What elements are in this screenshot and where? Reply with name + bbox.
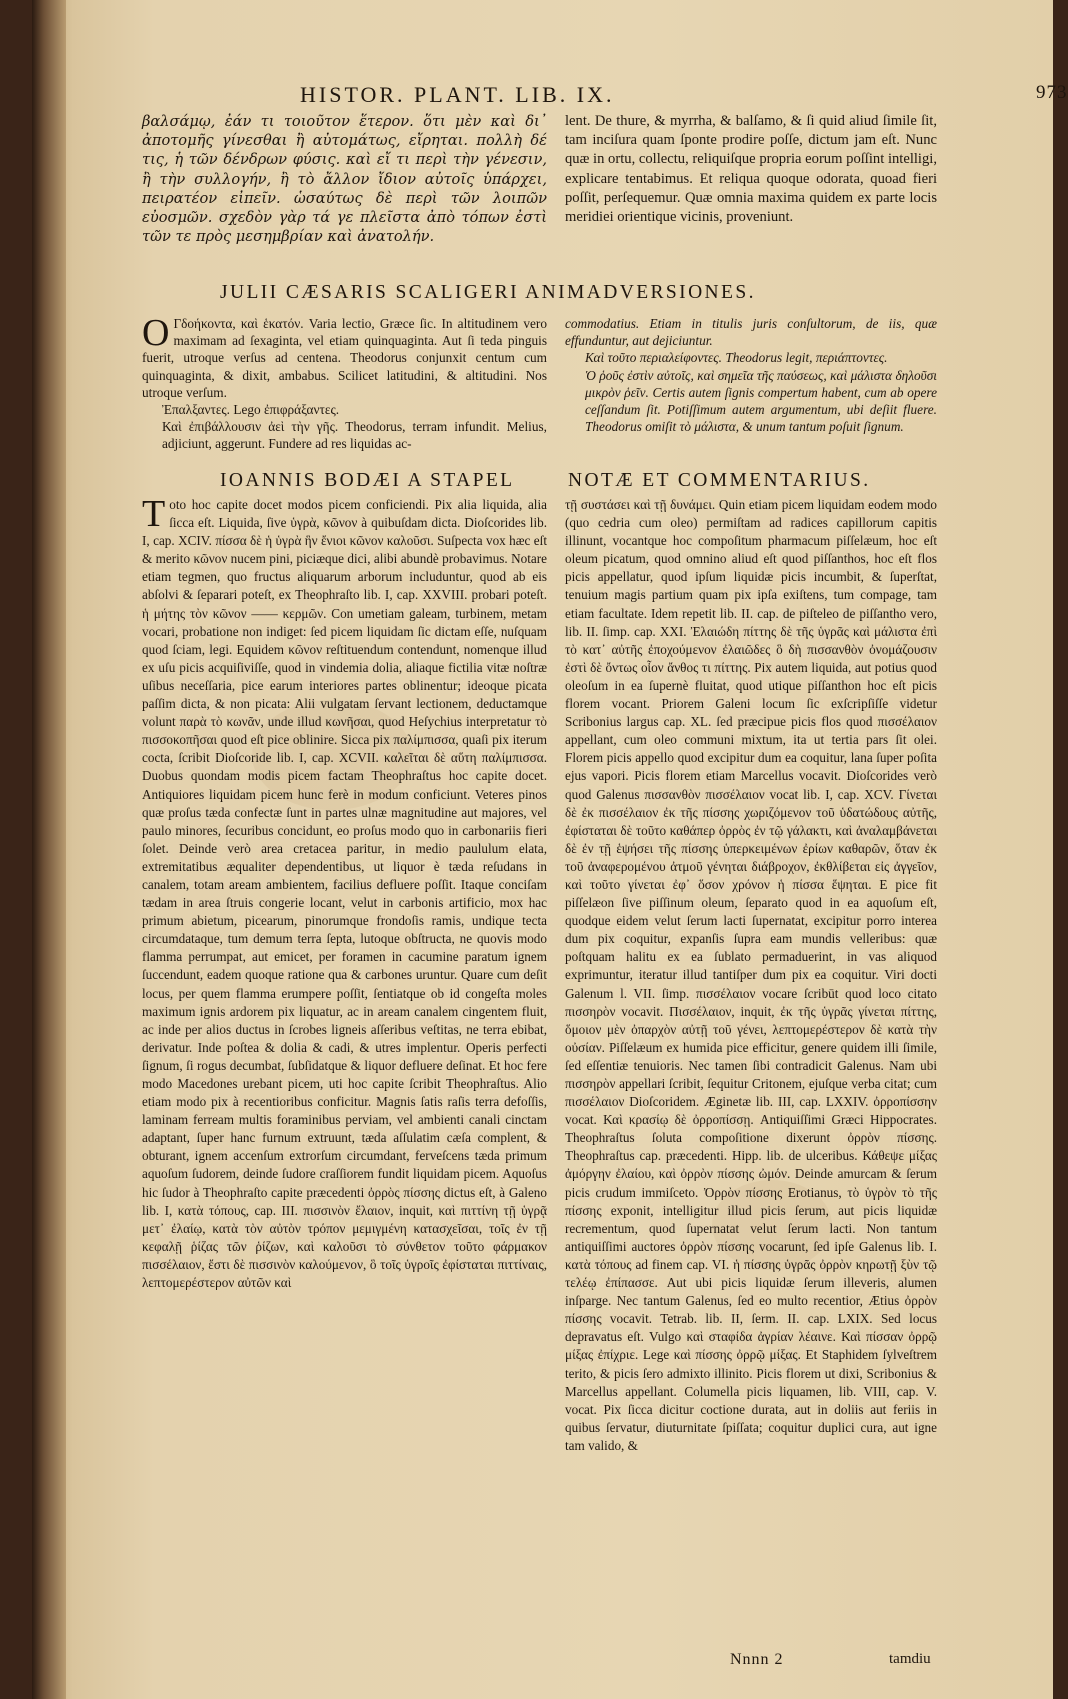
bodaeus-left-text: oto hoc capite docet modos picem conficiendi. Pix alia liquida, alia ſicca eſt. Liquida, ſive ὑγρὰ, κῶνον à quibuſdam dicta. Dioſcorides lib. I, cap. XCIV. πίσσα δὲ ἡ ὑγρὰ ἣν ἔνιοι κῶνον καλοῦσι. Suſpecta vox hæc eſt & merito κῶνον nucem pini, piciæque dici, alibi abundè probavimus. Notare etiam tegmen, quo fructus aliquarum arborum includuntur, quod ab eis abſolvi & ſeparari poteſt, ex Theophraſto lib. I, cap. XXVIII. probari poteſt. ἡ μήτης τὸν κῶνον —— κερμῶν. Con umetiam galeam, turbinem, metam vocari, probatione non indiget: ſed picem liquidam ſic dictam eſſe, nuſquam quod ſciam, legi. Equidem κῶνον reſtituendum contendunt, nomenque illud ex uſu picis acquiſiviſſe, quod in vindemia dolia, aliaque fictilia vitæ noſtræ uſibus neceſſaria, pice earum interiores partes oblinentur; ideoque picata paſſim dicta, & non picata: Alii vulgatam ſervant lectionem, deductamque volunt παρὰ τὸ κωνᾶν, unde illud κωνῆσαι, quod Heſychius interpretatur τὸ πισσοκοπῆσαι quod eſt pice oblinire. Sicca pix παλίμπισσα, quaſi pix iterum cocta, ſcribit Dioſcoride lib. I, cap. XCVII. καλεῖται δὲ αὕτη παλίμπισσα. Duobus quondam modis picem factam Theophraſtus hoc capite docet. Antiquiores liquidam picem hunc ferè in modum conficiunt. Veteres pinos quæ proſus tæda confectæ ſunt in partes ulnæ magnitudine aut majores, vel paulo minores, ſecuribus concidunt, eo proſus modo quo in carbonariis fieri ſolet. Deinde verò area cretacea paritur, in medio paululum elata, extremitatibus æqualiter dependentibus, ut liquor è tæda reſudans in canalem, totam aream ambientem, facilius defluere poſſit. Itaque conciſam tædam in area ſtruis congerie locant, velut in carbonis artificio, mox hac primum abietum, picearum, pinorumque frondoſis ramis, undique tecta circumdataque, tum demum terra ſepta, lutoque obſtructa, ne quovis modo flamma perrumpat, aut emicet, per foramen in cacumine paratum ignem ſuccendunt, eadem quoque ratione qua & carbones uruntur. Quare cum deſit locus, per quem flamma erumpere poſſit, ſentiatque ob id congeſta moles maximum ignis ardorem pix liquatur, ac in aream canalem cingentem fluit, ac inde per alios ductus in ſcrobes ligneis aſſeribus veſtitas, ne terra ebibat, derivatur. Inde poſtea & dolia & cadi, & utres implentur. Operis perfecti ſignum, ſi rogus decumbat, ſubſidatque & liquor defluere deſinat. Et hoc fere modo Macedones urebant picem, uti hoc capite ſcribit Theophraſtus. Alio etiam modo pix à recentioribus conficitur. Magnis ſatis raſis terra defoſſis, laminam ferream multis foraminibus perviam, vel ambienti canali cinctam adaptant, ſuper hanc furnum extruunt, tæda aſſulatim cæſa complent, & obturant, ignem accenſum extrorſum circumdant, ferveſcens tæda primum aquoſum ſudorem, deinde ſudore craſſiorem fundit liquidam picem. Aquoſus hic ſudor à Theophraſto capite præcedenti ὀρρὸς πίσσης dictus eſt, à Galeno lib. I, κατὰ τόπους, cap. III. πισσινὸν ἔλαιον, inquit, καὶ πιττίνη τῇ ὑγρᾷ μετ᾽ ἐλαίῳ, κατὰ τὸν αὐτὸν τρόπον μεμιγμένη κατασχεῖσαι, τοῖς ἐν τῇ κεφαλῇ ῥίζας τῶν ῥίζων, καὶ καλοῦσι τὸ σύνθετον τοῦτο φάρμακον πισσέλαιον, ἔστι δὲ πισσινὸν καλούμενον, ὃ τοῖς ὑγροῖς ἐφίσταται πιττίναις, λεπτομερέστερον αὐτῶν καὶ [142,497,547,1291]
bodaeus-right-text: τῇ συστάσει καὶ τῇ δυνάμει. Quin etiam picem liquidam eodem modo (quo cedria cum oleo) permiſtam ad radices capillorum capitis illinunt, vocantque hoc compoſitum pharmacum piſſelæum, hoc eſt oleum picatum, quod omnino aliud eſt quod piſſanthos, hoc eſt flos picis appellatur, quod ipſum liquidæ picis incumbit, & ſuperſtat, tenuium magis partium quam pix ipſa exiſtens, tum compage, tam etiam facultate. Idem repetit lib. II. cap. de piſteleo de piſſantho vero, lib. II. ſimp. cap. XXI. Ἐλαιώδη πίττης δὲ τῆς ὑγρᾶς καὶ μάλιστα ἐπὶ τὸ κατ᾽ αὐτῆς ἐποχούμενον ἐλαιῶδες ὃ δὴ πισσανθὸν ὀνομάζουσιν ἐστὶ δὲ ὄντως οἷον ἄνθος τι πίττης. Pix autem liquida, aut potius quod oleoſum in ea ſupernè fluitat, quod utique piſſanthon hoc eſt picis florem vocant. Priorem Galeni locum ſic exſcripſiſſe videtur Scribonius largus cap. XL. ſed præcipue picis flos quod πισσέλαιον appellant, cum oleo communi mixtum, ita ut tertia pars ſit olei. Florem picis appello quod excipitur dum ea coquitur, lana ſuper poſita ejus vapori. Picis florem etiam Marcellus vocavit. Dioſcorides verò quod Galenus πισσανθὸν πισσέλαιον vocat lib. I, cap. XCV. Γίνεται δὲ ἐκ πισσέλαιον ἐκ τῆς πίσσης χωριζόμενον τοῦ ὑδατώδους αὐτῆς, ἐφίσταται δὲ τοῦτο καθάπερ ὀρρὸς ἐν τῷ γάλακτι, καὶ ἀναλαμβάνεται δὲ ἐν τῇ ἑψήσει τῆς πίσσης ὑπερκειμένων ἐρίων καθαρῶν, ὅταν ἐκ τοῦ ἀναφερομένου ἀτμοῦ γένηται διάβροχον, ἐκθλίβεται εἰς ἀγγεῖον, καὶ τοῦτο γίνεται ἐφ᾽ ὅσον χρόνον ἡ πίσσα ἕψηται. E pice fit piſſelæon ſive piſſinum oleum, ſeparato quod in ea aquoſum eſt, quodque eidem velut ſerum lacti ſupernatat, excipitur porro interea dum pix coquitur, expanſis ſupra eam mundis velleribus: quæ poſtquam halitu ex ea ſublato permaduerint, in vas aliquod exprimuntur, iteratur illud tantiſper dum pix ea coquitur. Viri docti Galenum l. VII. ſimp. πισσέλαιον vocare ſcribūt quod loco citato πισσηρὸν vocavit. Πισσέλαιον, inquit, ἐκ τῆς ὑγρᾶς γίνεται πίττης, ὅμοιον μὲν ὀπαρχὸν αὐτῇ τοῦ γένει, λεπτομερέστερον δὲ κατὰ τὴν οὐσίαν. Piſſelæum ex humida pice efficitur, genere quidem illi ſimile, ſed eſſentiæ tenuioris. Nec tamen ſibi contradicit Galenus. Nam ubi πισσηρὸν appellari ſcribit, ſequitur Critonem, ejuſque verba citat; cum πισσέλαιον Dioſcoridem. Æginetæ lib. III, cap. LXXIV. ὀρροπίσσην vocat. Καὶ κρασίῳ δὲ ὀρροπίσσῃ. Antiquiſſimi Græci Hippocrates. Theophraſtus ſoluta compoſitione dixerunt ὀρρὸν πίσσης. Theophraſtus cap. præcedenti. Hipp. lib. de ulceribus. Κάθεψε μίξας ἀμόργην ἐλαίου, καὶ ὀρρὸν πίσσης ὠμόν. Deinde amurcam & ſerum picis crudum immiſceto. Ὀρρὸν πίσσης Erotianus, τὸ ὑγρὸν τὸ τῆς πίσσης exponit, intelligitur illud picis ſerum, aut picis liquidæ recrementum, quod ſupernatat velut ſerum lacti. Non tantum antiquiſſimi auctores ὀρρὸν πίσσης vocarunt, ſed ipſe Galenus lib. I. κατὰ τόπους ad finem cap. VI. ἡ πίσσης ὑγρᾶς ὀρρὸν κηρωτῇ ξὺν τῷ τελέῳ ἐπίπασσε. Aut ubi picis liquidæ ſerum illeveris, alumen inſparge. Nec tantum Galenus, ſed eo multo recentior, Ætius ὀρρὸν πίσσης vocavit. Tetrab. lib. II, ſerm. II. cap. LXIX. Sed locus depravatus eſt. Vulgo καὶ σταφίδα ἀγρίαν λέαινε. Καὶ πίσσαν ὀρρῷ μίξας ἐπίχριε. Lege καὶ πίσσης ὀρρῷ μίξας. Et Staphidem ſylveſtrem terito, & picis ſero admixto illinito. Picis florem ut dixi, Scribonius & Marcellus appellant. Columella picis liquamen, lib. VIII, cap. V. vocat. Pix ſicca dicitur coctione durata, aut in doliis aut feriis in quibus ſervatur, diuturnitate ſpiſſata; coquitur duplici cura, aut igne tam valido, & [565,497,937,1453]
scaliger-left-column [142,312,547,453]
scaliger-right-column [565,315,937,435]
greek-text: βαλσάμῳ, ἐάν τι τοιοῦτον ἕτερον. ὅτι μὲν καὶ δι᾽ ἀποτομῆς γίνεσθαι ἢ αὐτομάτως, εἴρηται. πολλὴ δέ τις, ἡ τῶν δένδρων φύσις. καὶ εἴ τι περὶ τὴν γένεσιν, ἢ τὴν συλλογήν, ἢ τὸ ἄλλον ἴδιον αὐτοῖς ὑπάρχει, πειρατέον εἰπεῖν. ὡσαύτως δὲ περὶ τῶν λοιπῶν εὐοσμῶν. σχεδὸν γὰρ τά γε πλεῖστα ἀπὸ τόπων ἐστὶ τῶν τε πρὸς μεσημβρίαν καὶ ἀνατολήν. [142,113,547,246]
scaliger-para: Ἐπαλξαντες. Lego ἐπιφράξαντες. [162,402,340,418]
bodaeus-heading-left: IOANNIS BODÆI A STAPEL [220,470,515,491]
signature-mark: Nnnn 2 [730,1651,784,1668]
book-gutter [32,0,66,1699]
latin-translation: lent. De thure, & myrrha, & balſamo, & ſi quid aliud ſimile ſit, tam inciſura quam ſponte prodire poſſe, dictum jam eſt. Nunc quæ in ortu, collectu, reliquiſque propria eorum poſſint intelligi, explicare tentabimus. Et reliqua quoque odorata, quoad fieri poſſit, perſequemur. Quæ omnia maxima quidem ex parte locis meridiei orientique vicinis, proveniunt. [565,113,937,226]
scaliger-dropcap: O [142,312,170,354]
catchword: tamdiu [889,1651,931,1667]
scaliger-para: Καὶ ἐπιβάλλουσιν ἀεὶ τὴν γῆς. Theodorus, terram infundit. Melius, adjiciunt, aggerunt. Fundere ad res liquidas ac- [162,419,547,452]
book-page [32,0,1068,1699]
bodaeus-heading-right: NOTÆ ET COMMENTARIUS. [568,470,871,491]
page-number: 973 [1036,82,1068,103]
scaliger-para: O Γδοήκοντα, καὶ ἑκατόν. Varia lectio, Græce ſic. In altitudinem vero maximam ad ſexaginta, vel etiam quinquaginta. Aut ſi teda pinguis fuerit, utroque verſus ad centena. Theodorus conjunxit centum cum quinquaginta, & dixit, ambabus. Scilicet latitudini, & altitudini. Nos utroque verſum. [142,312,547,400]
scaliger-para: commodatius. Etiam in titulis juris conſultorum, de iis, quæ effunduntur, aut dejiciuntur. [565,316,937,349]
scaliger-para: Ὁ ῥοῦς ἐστὶν αὐτοῖς, καὶ σημεῖα τῆς παύσεως, καὶ μάλιστα δηλοῦσι μικρὸν ῥεῖν. Certis autem ſignis compertum habent, cum ab opere ceſſandum ſit. Potiſſimum autem argumentum, ubi deſiit fluere. Theodorus omiſit τὸ μάλιστα, & unum tantum poſuit ſignum. [585,367,937,435]
running-head-title: HISTOR. PLANT. LIB. IX. [300,82,615,107]
bodaeus-dropcap: T [142,493,166,535]
bodaeus-right-column [565,496,937,1455]
bodaeus-heading [220,470,871,492]
bodaeus-left-column [142,493,547,1292]
scaliger-para: Καὶ τοῦτο περιαλείφοντες. Theodorus legit, περιάπτοντες. [585,350,888,366]
scaliger-heading: JULII CÆSARIS SCALIGERI ANIMADVERSIONES. [220,282,756,303]
